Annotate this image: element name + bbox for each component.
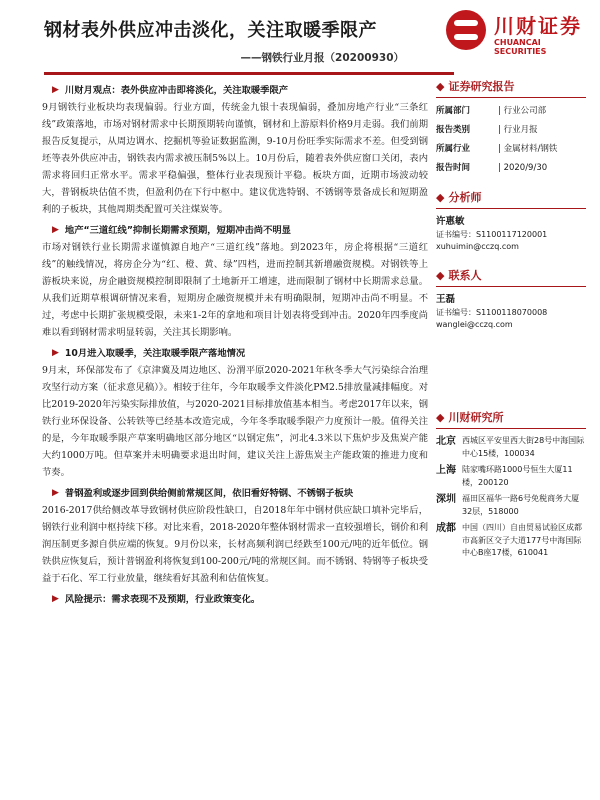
- info-row-category: [436, 123, 586, 137]
- triangle-bullet-icon: ▶: [52, 488, 59, 498]
- section-heading: [42, 485, 428, 502]
- diamond-bullet-icon: ◆: [436, 191, 445, 204]
- analyst-title: [436, 191, 586, 205]
- section-heading-text: 川财月观点：表外供应冲击即将淡化，关注取暖季限产: [64, 85, 289, 96]
- logo-name-cn: 川财证券: [494, 14, 582, 38]
- sidebar-divider: [436, 97, 586, 98]
- info-row-date: [436, 161, 586, 175]
- triangle-bullet-icon: ▶: [52, 85, 59, 95]
- triangle-bullet-icon: ▶: [52, 348, 59, 358]
- sidebar-divider: [436, 428, 586, 429]
- info-key: 报告时间: [436, 163, 471, 173]
- info-key: 所属部门: [436, 106, 471, 116]
- section-heading-text: 10月进入取暖季，关注取暖季限产落地情况: [64, 348, 246, 359]
- address-beijing: [436, 435, 586, 460]
- address-shenzhen: [436, 493, 586, 518]
- info-key: 报告类别: [436, 125, 471, 135]
- report-header: [0, 0, 600, 86]
- diamond-bullet-icon: ◆: [436, 411, 445, 424]
- report-info-title: [436, 80, 586, 94]
- section-heading-text: 普钢盈利或逐步回到供给侧前常规区间，依旧看好特钢、不锈钢子板块: [64, 488, 354, 499]
- risk-warning: [42, 591, 428, 608]
- contact-title-text: 联系人: [448, 269, 482, 282]
- address-text: 福田区福华一路6号免税商务大厦32层，518000: [462, 494, 580, 516]
- sidebar: [436, 80, 586, 564]
- company-logo: [446, 8, 586, 56]
- risk-warning-text: 风险提示：需求表现不及预期，行业政策变化。: [64, 594, 261, 605]
- contact-email[interactable]: wanglei@cczq.com: [436, 320, 513, 329]
- header-divider: [44, 72, 454, 75]
- info-value: | 2020/9/30: [498, 163, 548, 173]
- section-body: 9月末，环保部发布了《京津冀及周边地区、汾渭平原2020-2021年秋冬季大气污染综合治理攻坚行动方案（征求意见稿）》。相较于往年，今年取暖季文件淡化PM2.5排放量减排幅度。对比2019-2020年污染实际排放值，与2020-2021目标排放值基本相当。考虑2017年以来，钢铁行业环保设备、公转铁等已经基本改造完成，今年冬季取暖季限产力度预计一般。值得关注的是，今年取暖季限产草案明确地区部分地区“以钢定焦”，河北4.3米以下焦炉步及焦炭产能大约1000万吨。但草案并未明确要求退出时间，建议关注上游焦炭主产能政策的推进力度和节奏。: [42, 365, 428, 478]
- analyst-name: 许惠敏: [436, 216, 465, 227]
- main-content: [42, 80, 428, 608]
- contact-cert: 证书编号：S1100118070008: [436, 308, 548, 317]
- section-body: 9月钢铁行业板块均表现偏弱。行业方面，传统金九银十表现偏弱，叠加房地产行业“三条红线”政策落地，市场对钢材需求中长期预期转向谨慎，钢材和上游原料价格9月走弱。我们前期报告反复提示，从周边调水、挖掘机等验证数据监测，9-10月份旺季实际需求不差。但受到钢坯等表外供应冲击，钢铁表内需求被压制5%以上。10月份后，随着表外供应窗口关闭，表内需求将回归正常水平。需求平稳偏强，整体行业表现预计平稳。板块方面，近期市场波动较大，普钢板块估值不贵，但盈利仍在下行中枢中。建议优选特钢、不锈钢等景备成长和短期盈利的子板块，其他周期类配置可关注煤炭等。: [42, 102, 428, 215]
- report-info-title-text: 证券研究报告: [448, 80, 515, 93]
- section-heading: [42, 345, 428, 362]
- report-subtitle: ——钢铁行业月报（20200930）: [240, 52, 404, 64]
- analyst-email[interactable]: xuhuimin@cczq.com: [436, 242, 519, 251]
- triangle-bullet-icon: ▶: [52, 594, 59, 604]
- section-heading: [42, 82, 428, 99]
- analyst-title-text: 分析师: [448, 191, 482, 204]
- address-city: 成都: [436, 523, 456, 534]
- diamond-bullet-icon: ◆: [436, 80, 445, 93]
- contact-name: 王磊: [436, 294, 456, 305]
- diamond-bullet-icon: ◆: [436, 269, 445, 282]
- section-heading: [42, 222, 428, 239]
- address-city: 北京: [436, 436, 456, 447]
- sidebar-divider: [436, 208, 586, 209]
- address-text: 陆家嘴环路1000号恒生大厦11楼，200120: [462, 465, 573, 487]
- address-shanghai: [436, 464, 586, 489]
- logo-mark-icon: [446, 10, 486, 50]
- info-value: | 行业月报: [498, 125, 538, 135]
- info-row-industry: [436, 142, 586, 156]
- section-body: 市场对钢铁行业长期需求谨慎源自地产“三道红线”落地。到2023年，房企将根据“三道红线”的触线情况，将房企分为“红、橙、黄、绿”四档，进而控制其新增融资规模。对钢铁等上游板块来说，房企融资规模控制即限制了土地新开工增速，进而限制了钢材中长期需求总量。从我们近期草根调研情况来看，短期房企融资规模并未有明确限制，短期冲击尚不明显。不过，考虑中长期扩张规模受限，未来1-2年的拿地和项目计划表将受到冲击。2020年四季度尚难以看到钢材需求明显转弱，关注其长期影响。: [42, 242, 428, 338]
- logo-name-en: CHUANCAI SECURITIES: [494, 38, 547, 56]
- address-city: 深圳: [436, 494, 456, 505]
- institute-title-text: 川财研究所: [448, 411, 504, 424]
- info-value: | 行业公司部: [498, 106, 547, 116]
- address-chengdu: [436, 522, 586, 560]
- analyst-cert: 证书编号：S1100117120001: [436, 230, 548, 239]
- triangle-bullet-icon: ▶: [52, 225, 59, 235]
- address-text: 西城区平安里西大街28号中海国际中心15楼，100034: [462, 436, 585, 458]
- sidebar-divider: [436, 286, 586, 287]
- address-text: 中国（四川）自由贸易试验区成都市高新区交子大道177号中海国际中心B座17楼，610041: [462, 523, 582, 557]
- section-body: 2016-2017供给侧改革导致钢材供应阶段性缺口，自2018年年中钢材供应缺口填补完毕后，钢铁行业利润中枢持续下移。对比来看，2018-2020年整体钢材需求一直较强增长，钢价和利润压制更多源自供应端的恢复。9月份以来，长材高频利润已经跌至100元/吨的近年低位。钢铁供应恢复后，预计普钢盈利将恢复到100-200元/吨的常规区间。而不锈钢、特钢等子板块受益于石化、军工行业放量，继续看好其盈利和估值恢复。: [42, 505, 428, 584]
- contact-title: [436, 269, 586, 283]
- institute-title: [436, 411, 586, 425]
- info-key: 所属行业: [436, 144, 471, 154]
- section-heading-text: 地产“三道红线”抑制长期需求预期，短期冲击尚不明显: [64, 225, 291, 236]
- address-city: 上海: [436, 465, 456, 476]
- info-row-department: [436, 104, 586, 118]
- report-title: 钢材表外供应冲击淡化，关注取暖季限产: [44, 20, 377, 41]
- info-value: | 金属材料/钢铁: [498, 144, 558, 154]
